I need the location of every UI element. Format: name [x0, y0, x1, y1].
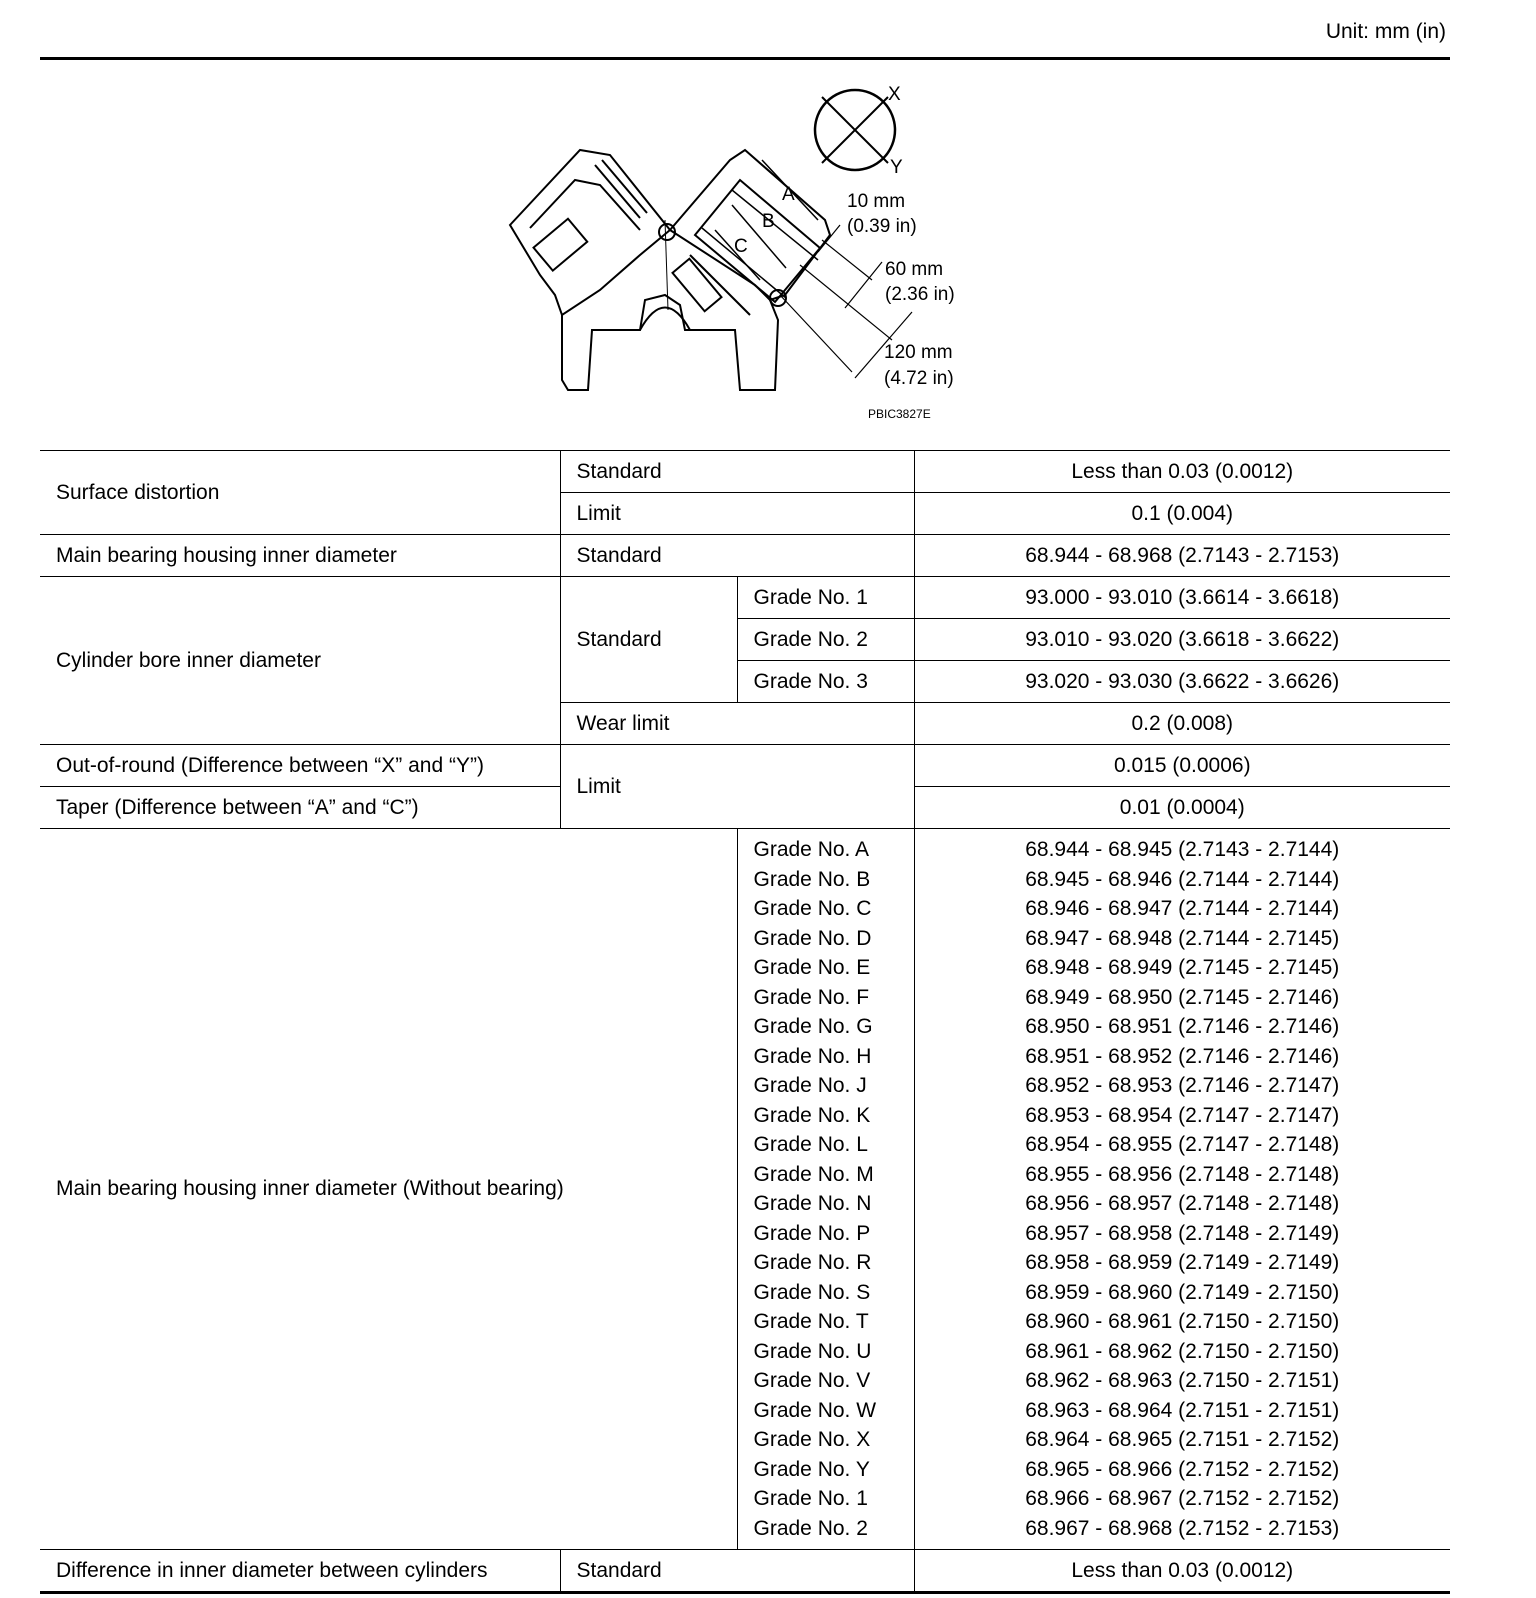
cylinder-grade-label: Grade No. 2 — [737, 619, 914, 661]
housing-grade-label: Grade No. V — [753, 1369, 871, 1392]
housing-grade-value: 68.952 - 68.953 (2.7146 - 2.7147) — [1025, 1074, 1340, 1097]
housing-grade-value: 68.947 - 68.948 (2.7144 - 2.7145) — [1025, 926, 1340, 950]
table-row — [40, 745, 1450, 787]
housing-grade-value: 68.963 - 68.964 (2.7151 - 2.7151) — [1025, 1398, 1340, 1422]
unit-label: Unit: mm (in) — [1325, 20, 1446, 43]
housing-grade-value: 68.959 - 68.960 (2.7149 - 2.7150) — [1025, 1280, 1340, 1304]
cylinder-grade-value: 93.010 - 93.020 (3.6618 - 3.6622) — [914, 619, 1450, 661]
label-x: X — [888, 84, 901, 105]
housing-grade-value: 68.966 - 68.967 (2.7152 - 2.7152) — [1025, 1487, 1340, 1510]
housing-grade-label: Grade No. A — [753, 838, 870, 861]
housing-grade-value: 68.956 - 68.957 (2.7148 - 2.7148) — [1025, 1192, 1340, 1215]
housing-grade-value: 68.944 - 68.945 (2.7143 - 2.7144) — [1025, 838, 1340, 861]
dim2-in: (2.36 in) — [885, 284, 955, 305]
housing-grade-label: Grade No. U — [753, 1339, 872, 1363]
dim2-mm: 60 mm — [885, 259, 944, 280]
label-c: C — [734, 236, 748, 257]
table-row — [40, 535, 1450, 577]
housing-grade-value: 68.961 - 68.962 (2.7150 - 2.7150) — [1025, 1339, 1340, 1363]
housing-grade-value: 68.965 - 68.966 (2.7152 - 2.7152) — [1025, 1457, 1340, 1481]
housing-grade-value: 68.948 - 68.949 (2.7145 - 2.7145) — [1025, 956, 1340, 979]
main-bearing-value: 68.944 - 68.968 (2.7143 - 2.7153) — [914, 535, 1450, 577]
out-of-round-label: Out-of-round (Difference between “X” and “Y”) — [40, 745, 560, 787]
housing-grade-value: 68.946 - 68.947 (2.7144 - 2.7144) — [1025, 897, 1340, 920]
housing-grade-label: Grade No. D — [753, 926, 872, 950]
cylinder-grade-value: 93.020 - 93.030 (3.6622 - 3.6626) — [914, 661, 1450, 703]
table-row — [40, 829, 1450, 1550]
housing-grade-label: Grade No. T — [753, 1310, 869, 1333]
cylinder-bore-label: Cylinder bore inner diameter — [40, 577, 560, 745]
housing-grade-label: Grade No. M — [753, 1162, 874, 1186]
housing-grade-label: Grade No. W — [753, 1398, 877, 1422]
label-y: Y — [890, 157, 903, 178]
cylinder-grade-value: 93.000 - 93.010 (3.6614 - 3.6618) — [914, 577, 1450, 619]
dim3-in: (4.72 in) — [884, 368, 954, 389]
dim-line-60 — [845, 262, 882, 308]
housing-grade-value: 68.957 - 68.958 (2.7148 - 2.7149) — [1025, 1221, 1340, 1245]
housing-grade-label: Grade No. K — [753, 1103, 871, 1127]
housing-grade-label: Grade No. G — [753, 1015, 873, 1038]
dim3-mm: 120 mm — [884, 342, 953, 363]
housing-grade-value: 68.967 - 68.968 (2.7152 - 2.7153) — [1025, 1516, 1340, 1540]
label-b: B — [762, 211, 775, 232]
wear-limit-label: Wear limit — [560, 703, 914, 745]
housing-grade-label: Grade No. Y — [753, 1457, 870, 1481]
main-bearing-standard-label: Standard — [560, 535, 914, 577]
right-pad — [673, 259, 722, 311]
table-row — [40, 1550, 1450, 1593]
dim-ext-2 — [800, 265, 892, 340]
housing-grade-list — [737, 829, 914, 1550]
specification-table — [40, 450, 1450, 1594]
left-bank-inner — [530, 180, 640, 230]
housing-grade-value: 68.951 - 68.952 (2.7146 - 2.7146) — [1025, 1044, 1340, 1068]
dim1-in: (0.39 in) — [847, 216, 917, 237]
housing-grade-label: Grade No. P — [753, 1221, 871, 1245]
difference-value: Less than 0.03 (0.0012) — [914, 1550, 1450, 1593]
housing-grade-label: Grade No. F — [753, 985, 870, 1009]
cylinder-block-illustration — [500, 80, 1020, 440]
table-row — [40, 451, 1450, 493]
dim-ext-3 — [780, 295, 852, 372]
main-bearing-label: Main bearing housing inner diameter — [40, 535, 560, 577]
housing-grade-label: Grade No. H — [753, 1044, 872, 1068]
left-bank-port — [534, 219, 588, 271]
housing-grade-label: Grade No. S — [753, 1280, 871, 1304]
housing-grade-value: 68.953 - 68.954 (2.7147 - 2.7147) — [1025, 1103, 1340, 1127]
taper-value: 0.01 (0.0004) — [914, 787, 1450, 829]
housing-grade-label: Grade No. 2 — [753, 1516, 868, 1540]
housing-grade-value: 68.962 - 68.963 (2.7150 - 2.7151) — [1025, 1369, 1340, 1392]
surface-standard-value: Less than 0.03 (0.0012) — [914, 451, 1450, 493]
housing-grade-label: Grade No. B — [753, 867, 871, 891]
dim1-mm: 10 mm — [847, 191, 906, 212]
figure-code: PBIC3827E — [868, 407, 931, 421]
wear-limit-value: 0.2 (0.008) — [914, 703, 1450, 745]
difference-label: Difference in inner diameter between cylinders — [40, 1550, 560, 1593]
housing-without-bearing-label: Main bearing housing inner diameter (Without bearing) — [40, 829, 737, 1550]
dim-ext-1 — [822, 240, 872, 280]
housing-grade-label: Grade No. 1 — [753, 1487, 868, 1510]
cylinder-grade-label: Grade No. 3 — [737, 661, 914, 703]
taper-label: Taper (Difference between “A” and “C”) — [40, 787, 560, 829]
housing-grade-value: 68.964 - 68.965 (2.7151 - 2.7152) — [1025, 1428, 1340, 1451]
housing-grade-label: Grade No. N — [753, 1192, 872, 1215]
surface-distortion-label: Surface distortion — [40, 451, 560, 535]
housing-grade-label: Grade No. C — [753, 897, 872, 920]
left-bank-slot — [595, 165, 640, 218]
surface-standard-label: Standard — [560, 451, 914, 493]
out-of-round-value: 0.015 (0.0006) — [914, 745, 1450, 787]
housing-grade-value: 68.954 - 68.955 (2.7147 - 2.7148) — [1025, 1133, 1340, 1156]
housing-grade-label: Grade No. E — [753, 956, 871, 979]
housing-grade-label: Grade No. J — [753, 1074, 867, 1097]
housing-grade-label: Grade No. X — [753, 1428, 871, 1451]
housing-grade-label: Grade No. R — [753, 1251, 872, 1274]
housing-grade-value: 68.945 - 68.946 (2.7144 - 2.7144) — [1025, 867, 1340, 891]
left-bank-outline — [510, 150, 670, 315]
housing-grade-value: 68.950 - 68.951 (2.7146 - 2.7146) — [1025, 1015, 1340, 1038]
table-row — [40, 577, 1450, 619]
surface-limit-value: 0.1 (0.004) — [914, 493, 1450, 535]
housing-grade-value: 68.955 - 68.956 (2.7148 - 2.7148) — [1025, 1162, 1340, 1186]
housing-grade-value: 68.949 - 68.950 (2.7145 - 2.7146) — [1025, 985, 1340, 1009]
left-bank-slot-2 — [602, 160, 647, 213]
cylinder-bore-standard-label: Standard — [560, 577, 737, 703]
surface-limit-label: Limit — [560, 493, 914, 535]
top-rule — [40, 57, 1450, 60]
cylinder-block-figure — [500, 80, 1020, 440]
housing-grade-value: 68.960 - 68.961 (2.7150 - 2.7150) — [1025, 1310, 1340, 1333]
crank-arch — [640, 308, 690, 331]
difference-standard-label: Standard — [560, 1550, 914, 1593]
housing-grade-value: 68.958 - 68.959 (2.7149 - 2.7149) — [1025, 1251, 1340, 1274]
limit-label: Limit — [560, 745, 914, 829]
housing-grade-label: Grade No. L — [753, 1133, 868, 1156]
label-a: A — [782, 184, 795, 205]
housing-value-list — [914, 829, 1450, 1550]
cylinder-grade-label: Grade No. 1 — [737, 577, 914, 619]
